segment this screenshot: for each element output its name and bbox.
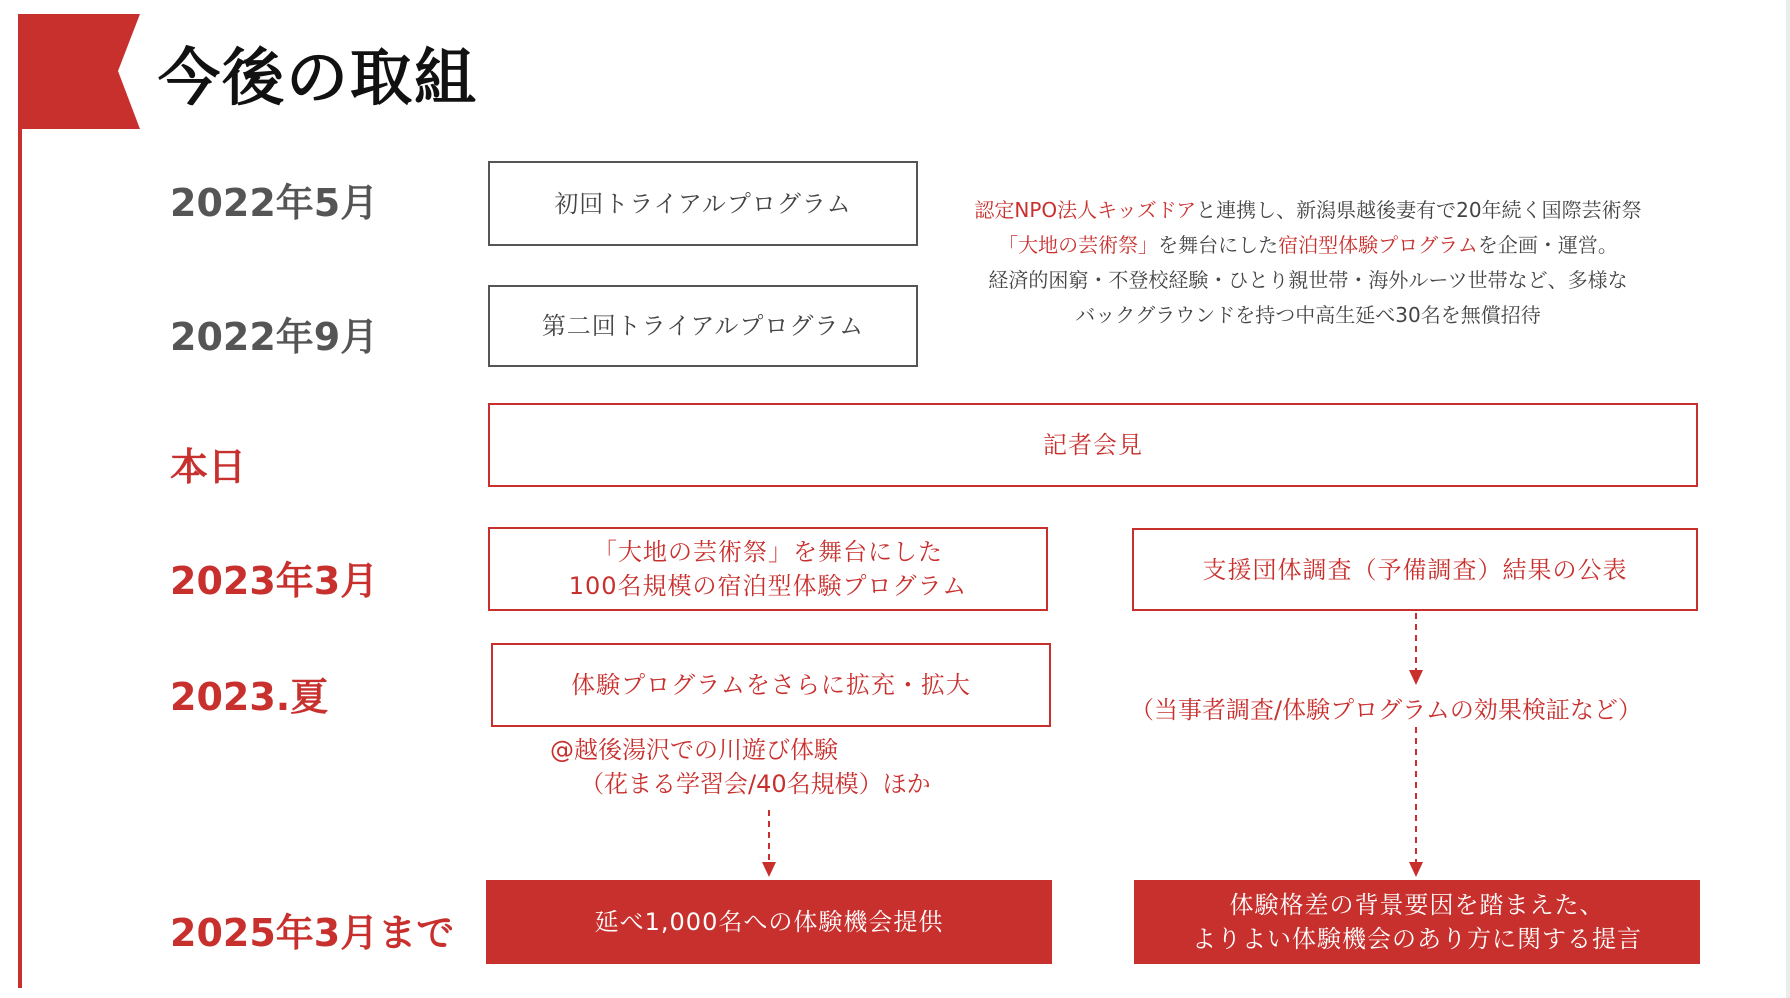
trial-program-1-label: 初回トライアルプログラム (554, 189, 852, 218)
description-line-4: バックグラウンドを持つ中高生延べ30名を無償招待 (1075, 303, 1541, 327)
date-2023-mar: 2023年3月 (170, 559, 379, 603)
program-100-line-2: 100名規模の宿泊型体験プログラム (568, 572, 968, 600)
arrow-summer-to-goal (762, 810, 776, 877)
goal-1000-label: 延べ1,000名への体験機会提供 (594, 908, 944, 936)
summer-note-line-2: （花まる学習会/40名規模）ほか (580, 770, 931, 798)
festival-highlight: 「大地の芸術祭」 (998, 233, 1159, 257)
summer-note-line-1: @越後湯沢での川遊び体験 (550, 736, 838, 764)
program-expansion-label: 体験プログラムをさらに拡充・拡大 (571, 671, 971, 699)
arrow-survey-to-followup (1409, 613, 1423, 685)
arrow-followup-to-goal (1409, 727, 1423, 877)
date-2022-may: 2022年5月 (170, 181, 379, 225)
description-line-2-mid: を舞台にした (1158, 233, 1279, 257)
program-highlight: 宿泊型体験プログラム (1278, 233, 1478, 257)
survey-followup-note: （当事者調査/体験プログラムの効果検証など） (1130, 696, 1642, 724)
trial-program-2-label: 第二回トライアルプログラム (541, 312, 865, 340)
date-2022-sep: 2022年9月 (170, 315, 379, 359)
kidsdoor-highlight: 認定NPO法人キッズドア (974, 198, 1197, 222)
page-title: 今後の取組 (158, 41, 479, 114)
date-2025-mar: 2025年3月まで (170, 911, 455, 955)
program-100-line-1: 「大地の芸術祭」を舞台にした (593, 538, 943, 566)
date-today: 本日 (170, 445, 247, 489)
description-line-2-rest: を企画・運営。 (1477, 233, 1618, 257)
description-line-3: 経済的困窮・不登校経験・ひとり親世帯・海外ルーツ世帯など、多様な (988, 268, 1628, 292)
press-conference-label: 記者会見 (1043, 431, 1143, 459)
goal-proposal-line-2: よりよい体験機会のあり方に関する提言 (1192, 925, 1642, 953)
date-2023-summer: 2023.夏 (170, 675, 329, 719)
description-line-1-rest: と連携し、新潟県越後妻有で20年続く国際芸術祭 (1196, 198, 1642, 222)
survey-results-label: 支援団体調査（予備調査）結果の公表 (1202, 555, 1628, 584)
goal-proposal-line-1: 体験格差の背景要因を踏まえた、 (1229, 891, 1605, 919)
